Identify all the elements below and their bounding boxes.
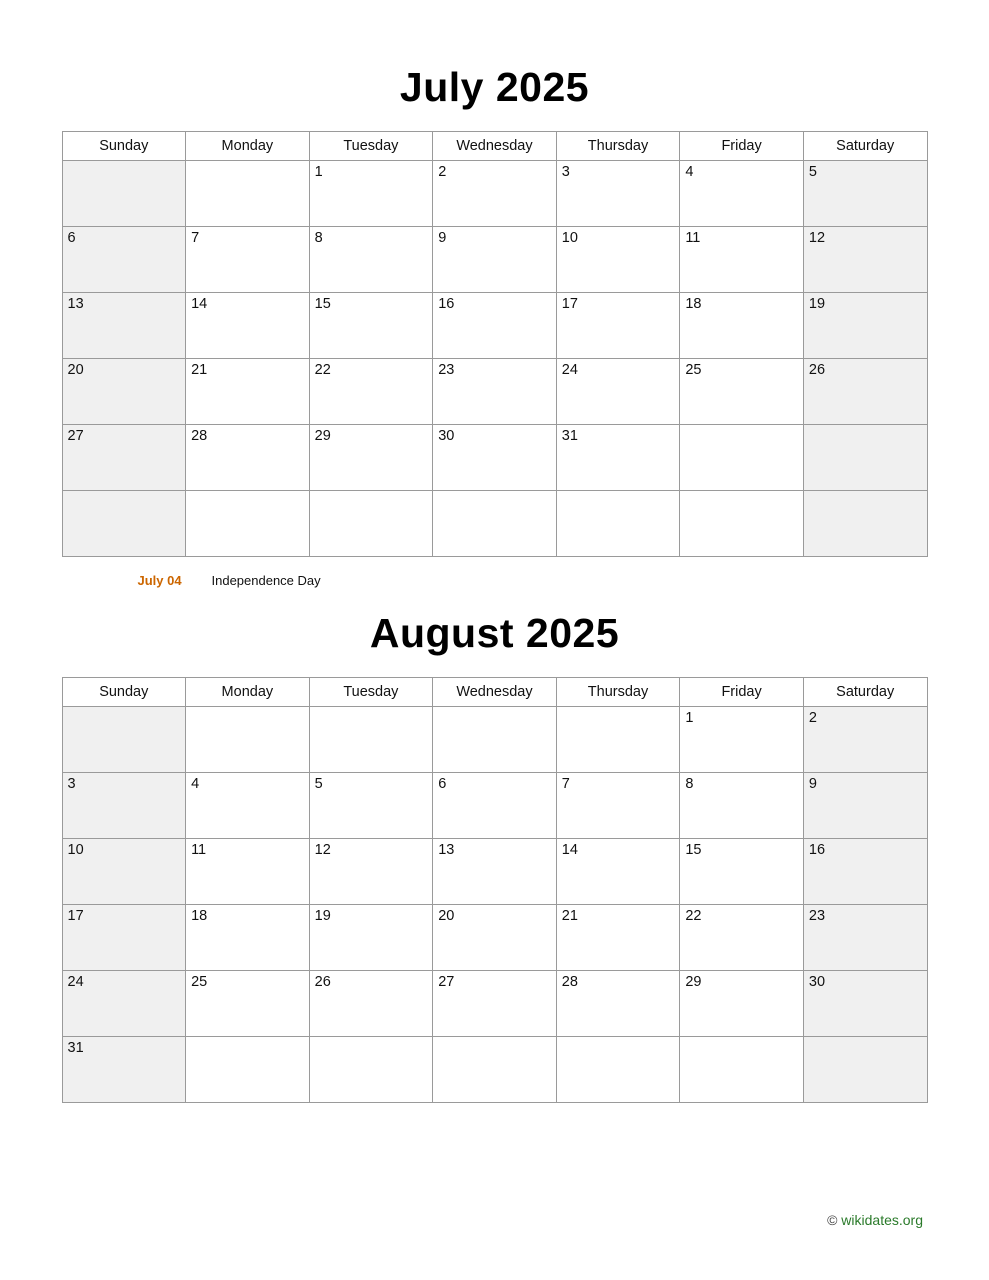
day-cell[interactable]: 22 <box>680 905 804 971</box>
weekday-header-tuesday: Tuesday <box>309 678 433 707</box>
day-cell[interactable] <box>62 707 186 773</box>
calendar-week-row <box>62 971 927 1037</box>
page-title-july: July 2025 <box>399 64 590 110</box>
calendar-table-july <box>62 131 928 557</box>
day-cell[interactable]: 31 <box>556 425 680 491</box>
weekday-header-monday: Monday <box>186 132 310 161</box>
calendar-week-row <box>62 227 927 293</box>
day-cell[interactable]: 29 <box>680 971 804 1037</box>
day-cell[interactable]: 4 <box>680 161 804 227</box>
day-cell[interactable]: 11 <box>680 227 804 293</box>
calendar-week-row <box>62 359 927 425</box>
weekday-header-monday: Monday <box>186 678 310 707</box>
weekday-header-tuesday: Tuesday <box>309 132 433 161</box>
day-cell[interactable]: 7 <box>556 773 680 839</box>
day-cell[interactable]: 21 <box>556 905 680 971</box>
weekday-header-wednesday: Wednesday <box>433 678 557 707</box>
day-cell[interactable]: 1 <box>309 161 433 227</box>
weekday-header-friday: Friday <box>680 132 804 161</box>
weekday-header-saturday: Saturday <box>803 132 927 161</box>
day-cell[interactable]: 26 <box>803 359 927 425</box>
day-cell[interactable]: 3 <box>62 773 186 839</box>
calendar-week-row <box>62 293 927 359</box>
day-cell[interactable]: 18 <box>186 905 310 971</box>
calendar-week-row <box>62 839 927 905</box>
weekday-header-thursday: Thursday <box>556 132 680 161</box>
day-cell[interactable]: 21 <box>186 359 310 425</box>
day-cell[interactable]: 25 <box>186 971 310 1037</box>
day-cell[interactable] <box>556 491 680 557</box>
day-cell[interactable]: 8 <box>680 773 804 839</box>
day-cell[interactable]: 26 <box>309 971 433 1037</box>
holiday-list-july <box>62 557 928 588</box>
month-block-august <box>0 588 989 1103</box>
day-cell[interactable] <box>556 1037 680 1103</box>
day-cell[interactable] <box>433 707 557 773</box>
day-cell[interactable] <box>309 1037 433 1103</box>
day-cell[interactable]: 13 <box>433 839 557 905</box>
weekday-header-wednesday: Wednesday <box>433 132 557 161</box>
calendar-week-row <box>62 1037 927 1103</box>
day-cell[interactable]: 20 <box>433 905 557 971</box>
weekday-header-thursday: Thursday <box>556 678 680 707</box>
holiday-name: Independence Day <box>211 573 321 588</box>
day-cell[interactable]: 13 <box>62 293 186 359</box>
day-cell[interactable]: 16 <box>803 839 927 905</box>
day-cell[interactable]: 30 <box>433 425 557 491</box>
day-cell[interactable]: 27 <box>433 971 557 1037</box>
day-cell[interactable]: 29 <box>309 425 433 491</box>
weekday-header-saturday: Saturday <box>803 678 927 707</box>
day-cell[interactable]: 31 <box>62 1037 186 1103</box>
day-cell[interactable]: 6 <box>62 227 186 293</box>
day-cell[interactable] <box>309 491 433 557</box>
day-cell[interactable]: 16 <box>433 293 557 359</box>
day-cell[interactable]: 27 <box>62 425 186 491</box>
day-cell[interactable]: 8 <box>309 227 433 293</box>
day-cell[interactable]: 15 <box>680 839 804 905</box>
holiday-date: July 04 <box>137 573 182 588</box>
day-cell[interactable]: 5 <box>309 773 433 839</box>
day-cell[interactable] <box>803 491 927 557</box>
day-cell[interactable]: 4 <box>186 773 310 839</box>
day-cell[interactable] <box>186 707 310 773</box>
day-cell[interactable]: 9 <box>433 227 557 293</box>
site-link[interactable]: wikidates.org <box>841 1212 923 1228</box>
day-cell[interactable]: 15 <box>309 293 433 359</box>
day-cell[interactable] <box>186 161 310 227</box>
day-cell[interactable]: 19 <box>803 293 927 359</box>
weekday-header-friday: Friday <box>680 678 804 707</box>
day-cell[interactable] <box>433 491 557 557</box>
day-cell[interactable] <box>433 1037 557 1103</box>
day-cell[interactable]: 28 <box>186 425 310 491</box>
day-cell[interactable] <box>680 425 804 491</box>
day-cell[interactable]: 25 <box>680 359 804 425</box>
calendar-week-row <box>62 707 927 773</box>
calendar-week-row <box>62 491 927 557</box>
day-cell[interactable] <box>556 707 680 773</box>
day-cell[interactable]: 3 <box>556 161 680 227</box>
day-cell[interactable] <box>680 491 804 557</box>
day-cell[interactable]: 22 <box>309 359 433 425</box>
day-cell[interactable]: 23 <box>803 905 927 971</box>
calendar-table-august <box>62 677 928 1103</box>
day-cell[interactable] <box>62 161 186 227</box>
day-cell[interactable]: 12 <box>803 227 927 293</box>
day-cell[interactable]: 6 <box>433 773 557 839</box>
day-cell[interactable]: 14 <box>186 293 310 359</box>
day-cell[interactable]: 18 <box>680 293 804 359</box>
day-cell[interactable]: 12 <box>309 839 433 905</box>
day-cell[interactable]: 20 <box>62 359 186 425</box>
day-cell[interactable]: 24 <box>62 971 186 1037</box>
weekday-header-sunday: Sunday <box>62 678 186 707</box>
calendar-week-row <box>62 425 927 491</box>
day-cell[interactable]: 11 <box>186 839 310 905</box>
weekday-header-row <box>62 132 927 161</box>
day-cell[interactable]: 19 <box>309 905 433 971</box>
calendar-week-row <box>62 161 927 227</box>
calendar-week-row <box>62 905 927 971</box>
day-cell[interactable] <box>62 491 186 557</box>
weekday-header-row <box>62 678 927 707</box>
day-cell[interactable]: 2 <box>803 707 927 773</box>
day-cell[interactable] <box>803 1037 927 1103</box>
day-cell[interactable]: 23 <box>433 359 557 425</box>
calendar-week-row <box>62 773 927 839</box>
page-title-august: August 2025 <box>369 610 620 656</box>
day-cell[interactable]: 30 <box>803 971 927 1037</box>
day-cell[interactable]: 14 <box>556 839 680 905</box>
day-cell[interactable] <box>309 707 433 773</box>
day-cell[interactable] <box>186 491 310 557</box>
day-cell[interactable]: 10 <box>556 227 680 293</box>
day-cell[interactable]: 17 <box>556 293 680 359</box>
weekday-header-sunday: Sunday <box>62 132 186 161</box>
day-cell[interactable]: 24 <box>556 359 680 425</box>
day-cell[interactable] <box>680 1037 804 1103</box>
footer-credit <box>827 1212 923 1228</box>
day-cell[interactable]: 10 <box>62 839 186 905</box>
month-block-july <box>0 0 989 588</box>
copyright-symbol: © <box>827 1212 838 1228</box>
day-cell[interactable]: 2 <box>433 161 557 227</box>
day-cell[interactable]: 1 <box>680 707 804 773</box>
day-cell[interactable] <box>186 1037 310 1103</box>
day-cell[interactable]: 7 <box>186 227 310 293</box>
day-cell[interactable] <box>803 425 927 491</box>
day-cell[interactable]: 28 <box>556 971 680 1037</box>
day-cell[interactable]: 17 <box>62 905 186 971</box>
day-cell[interactable]: 5 <box>803 161 927 227</box>
day-cell[interactable]: 9 <box>803 773 927 839</box>
